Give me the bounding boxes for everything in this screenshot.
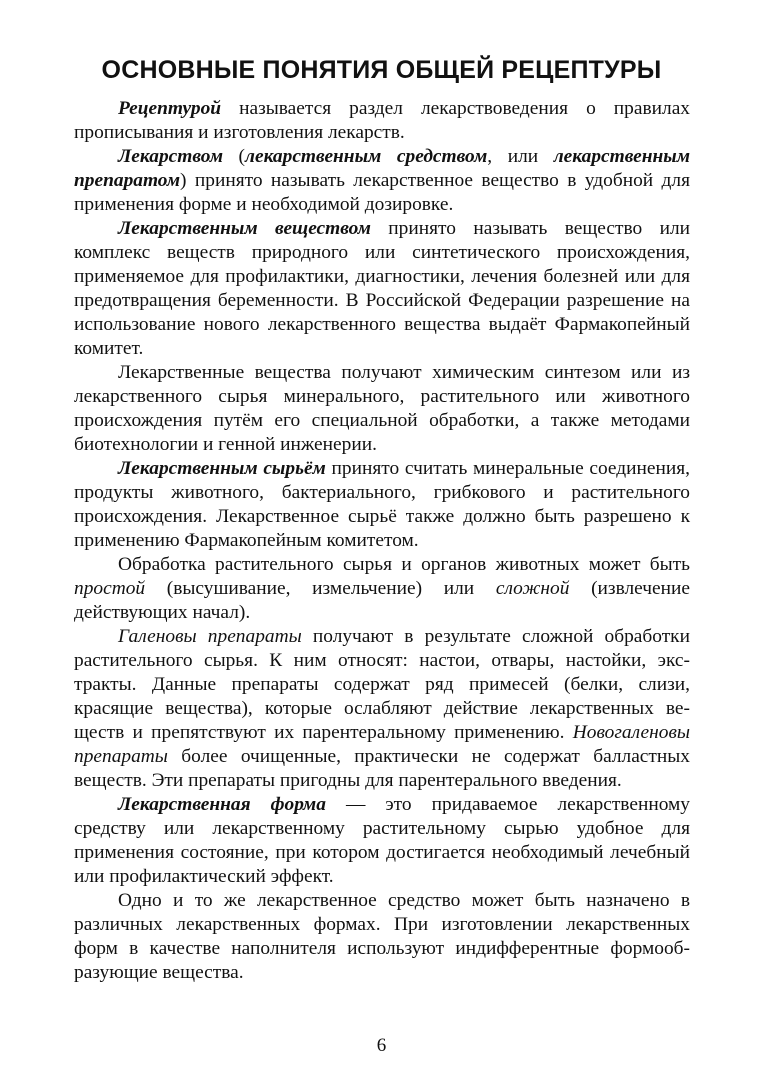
paragraph-processing (74, 553, 690, 625)
term-medicinal-preparation: лекарственным препаратом (74, 146, 691, 191)
term-complex: сложной (495, 578, 570, 599)
term-recepture: Рецептурой (118, 98, 222, 119)
paragraph-substance-sources (74, 361, 690, 457)
term-medicine: Лекарством (118, 146, 223, 167)
term-medicinal-agent: лекарственным средством (245, 146, 488, 167)
body-text (74, 97, 690, 985)
paragraph-text: (извлечение действующих начал). (74, 578, 691, 623)
term-raw-material: Лекарственным сырьём (118, 458, 326, 479)
term-simple: простой (74, 578, 146, 599)
paragraph-raw-material (74, 457, 690, 553)
term-galenic: Галеновы препараты (118, 626, 302, 647)
paragraph-text: Лекарственные вещества получают химическим синтезом или из лекарственного сырья минерального, растительного или животного происхождения путём его специальной обработки, а также методами биотехнологии и генной инженерии. (74, 362, 690, 455)
paragraph-text: ) принято называть лекарственное вещество в удобной для применения форме и необходимой дозировке. (74, 170, 690, 215)
paragraph-forms-usage (74, 889, 690, 985)
paragraph-recepture (74, 97, 690, 145)
term-neogalenic: Новогаленовы препараты (74, 722, 690, 767)
paragraph-text: Одно и то же лекарственное средство может быть назначено в различных лекарственных формах. При изготовлении лекарственных форм в качестве наполнителя используют индифферентные формообразующие вещества. (74, 890, 690, 983)
paragraph-text: , или (487, 146, 554, 167)
paragraph-text: принято считать минеральные соединения, продукты животного, бактериального, грибкового и растительного происхождения. Лекарственное сырьё также должно быть разрешено к применению Фармакопейным комитетом. (74, 458, 690, 551)
paragraph-text: получают в результате сложной обработки растительного сырья. К ним относят: настои, отвары, настойки, экстракты. Данные препараты содержат ряд примесей (белки, слизи, красящие вещества), которые ослабляют действие лекарственных веществ и препятствуют их парентеральному применению. (74, 626, 690, 743)
paragraph-text: ( (222, 146, 246, 167)
paragraph-text: — это придаваемое лекарственному средству или лекарственному растительному сырью удобное для применения состояние, при котором достигается необходимый лечебный или профилактический эффект. (74, 794, 690, 887)
term-medicinal-substance: Лекарственным веществом (118, 218, 371, 239)
page-title: ОСНОВНЫЕ ПОНЯТИЯ ОБЩЕЙ РЕЦЕПТУРЫ (101, 56, 662, 84)
paragraph-text: Обработка растительного сырья и органов животных может быть (118, 554, 690, 575)
paragraph-medicinal-substance (74, 217, 690, 361)
page-number: 6 (376, 1035, 387, 1056)
paragraph-text: принято называть вещество или комплекс веществ природного или синтетического происхождения, применяемое для профилактики, диагностики, лечения болезней или для предотвращения беременности. В Российской Федерации разрешение на использование нового лекарственного вещества выдаёт Фармакопейный комитет. (74, 218, 690, 359)
paragraph-text: более очищенные, практически не содержат балластных веществ. Эти препараты пригодны для парентерального введения. (74, 746, 690, 791)
paragraph-galenic (74, 625, 690, 793)
paragraph-medicine (74, 145, 690, 217)
paragraph-dosage-form (74, 793, 690, 889)
term-dosage-form: Лекарственная форма (118, 794, 326, 815)
paragraph-text: (высушивание, измельчение) или (145, 578, 496, 599)
paragraph-text: называется раздел лекарствоведения о правилах прописывания и изготовления лекарств. (74, 98, 690, 143)
